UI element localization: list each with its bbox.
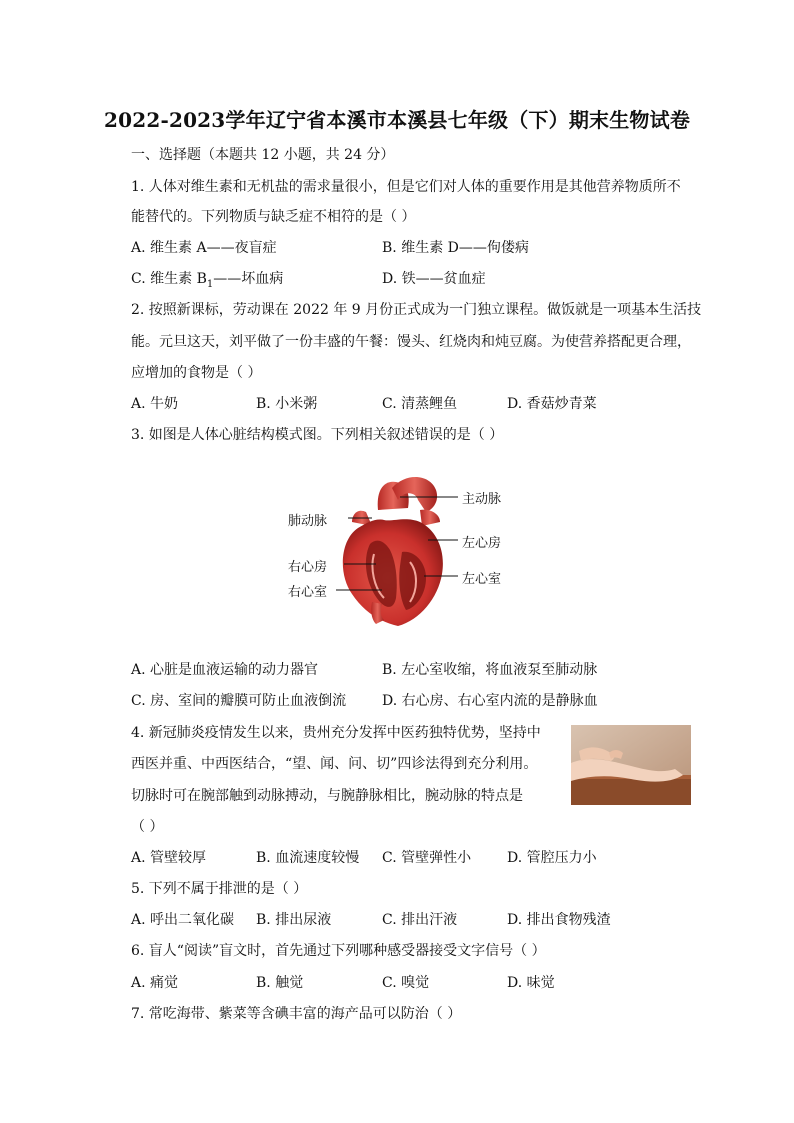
pulse-photo xyxy=(571,725,691,805)
q3-option-c: C. 房、室间的瓣膜可防止血液倒流 xyxy=(131,693,347,709)
q5-option-d: D. 排出食物残渣 xyxy=(507,912,611,928)
q2-option-d: D. 香菇炒青菜 xyxy=(507,396,597,412)
q3-option-d: D. 右心房、右心室内流的是静脉血 xyxy=(382,693,598,709)
section-heading: 一、选择题（本题共 12 小题，共 24 分） xyxy=(131,147,395,163)
q2-stem-line2: 能。元旦这天，刘平做了一份丰盛的午餐：馒头、红烧肉和炖豆腐。为使营养搭配更合理， xyxy=(131,334,691,350)
q3-option-b: B. 左心室收缩，将血液泵至肺动脉 xyxy=(382,662,598,678)
q2-stem-line1: 2. 按照新课标，劳动课在 2022 年 9 月份正式成为一门独立课程。做饭就是一项基本生活技 xyxy=(131,302,702,318)
q2-option-a: A. 牛奶 xyxy=(131,396,179,412)
q6-option-c: C. 嗅觉 xyxy=(382,975,430,991)
q6-option-b: B. 触觉 xyxy=(256,975,304,991)
q2-stem-line3: 应增加的食物是（ ） xyxy=(131,365,262,381)
q1-stem-line2: 能替代的。下列物质与缺乏症不相符的是（ ） xyxy=(131,209,416,225)
label-left-ventricle: 左心室 xyxy=(462,572,502,587)
label-left-atrium: 左心房 xyxy=(462,536,502,551)
exam-title: 2022-2023学年辽宁省本溪市本溪县七年级（下）期末生物试卷 xyxy=(103,108,691,132)
q5-option-a: A. 呼出二氧化碳 xyxy=(131,912,235,928)
q1-stem-line1: 1. 人体对维生素和无机盐的需求量很小，但是它们对人体的重要作用是其他营养物质所不 xyxy=(131,179,681,195)
q4-stem-line2: 西医并重、中西医结合，“望、闻、问、切”四诊法得到充分利用。 xyxy=(131,756,538,772)
q4-option-b: B. 血流速度较慢 xyxy=(256,850,360,866)
label-pulmonary-artery: 肺动脉 xyxy=(288,514,328,529)
q6-stem: 6. 盲人“阅读”盲文时，首先通过下列哪种感受器接受文字信号（ ） xyxy=(131,943,546,959)
q4-option-a: A. 管壁较厚 xyxy=(131,850,207,866)
q3-stem: 3. 如图是人体心脏结构模式图。下列相关叙述错误的是（ ） xyxy=(131,427,504,443)
heart-diagram xyxy=(280,470,520,645)
q1-option-b: B. 维生素 D——佝偻病 xyxy=(382,240,529,256)
q1-option-c: C. 维生素 $B_1——$坏血病 xyxy=(131,271,284,290)
label-right-ventricle: 右心室 xyxy=(288,585,328,600)
label-aorta: 主动脉 xyxy=(462,492,502,507)
q2-option-c: C. 清蒸鲤鱼 xyxy=(382,396,458,412)
q7-stem: 7. 常吃海带、紫菜等含碘丰富的海产品可以防治（ ） xyxy=(131,1006,462,1022)
q5-stem: 5. 下列不属于排泄的是（ ） xyxy=(131,881,308,897)
pulse-taking-image xyxy=(571,725,691,805)
q2-option-b: B. 小米粥 xyxy=(256,396,318,412)
q4-stem-line4: （ ） xyxy=(131,819,164,835)
q6-option-a: A. 痛觉 xyxy=(131,975,179,991)
q4-option-d: D. 管腔压力小 xyxy=(507,850,597,866)
q4-stem-line3: 切脉时可在腕部触到动脉搏动，与腕静脉相比，腕动脉的特点是 xyxy=(131,788,523,804)
q4-option-c: C. 管壁弹性小 xyxy=(382,850,472,866)
q5-option-c: C. 排出汗液 xyxy=(382,912,458,928)
q1-option-d: D. 铁——贫血症 xyxy=(382,271,486,287)
q4-stem-line1: 4. 新冠肺炎疫情发生以来，贵州充分发挥中医药独特优势，坚持中 xyxy=(131,725,541,741)
label-right-atrium: 右心房 xyxy=(288,560,328,575)
q3-option-a: A. 心脏是血液运输的动力器官 xyxy=(131,662,319,678)
q1-option-a: A. 维生素 A——夜盲症 xyxy=(131,240,277,256)
q6-option-d: D. 味觉 xyxy=(507,975,555,991)
q5-option-b: B. 排出尿液 xyxy=(256,912,332,928)
